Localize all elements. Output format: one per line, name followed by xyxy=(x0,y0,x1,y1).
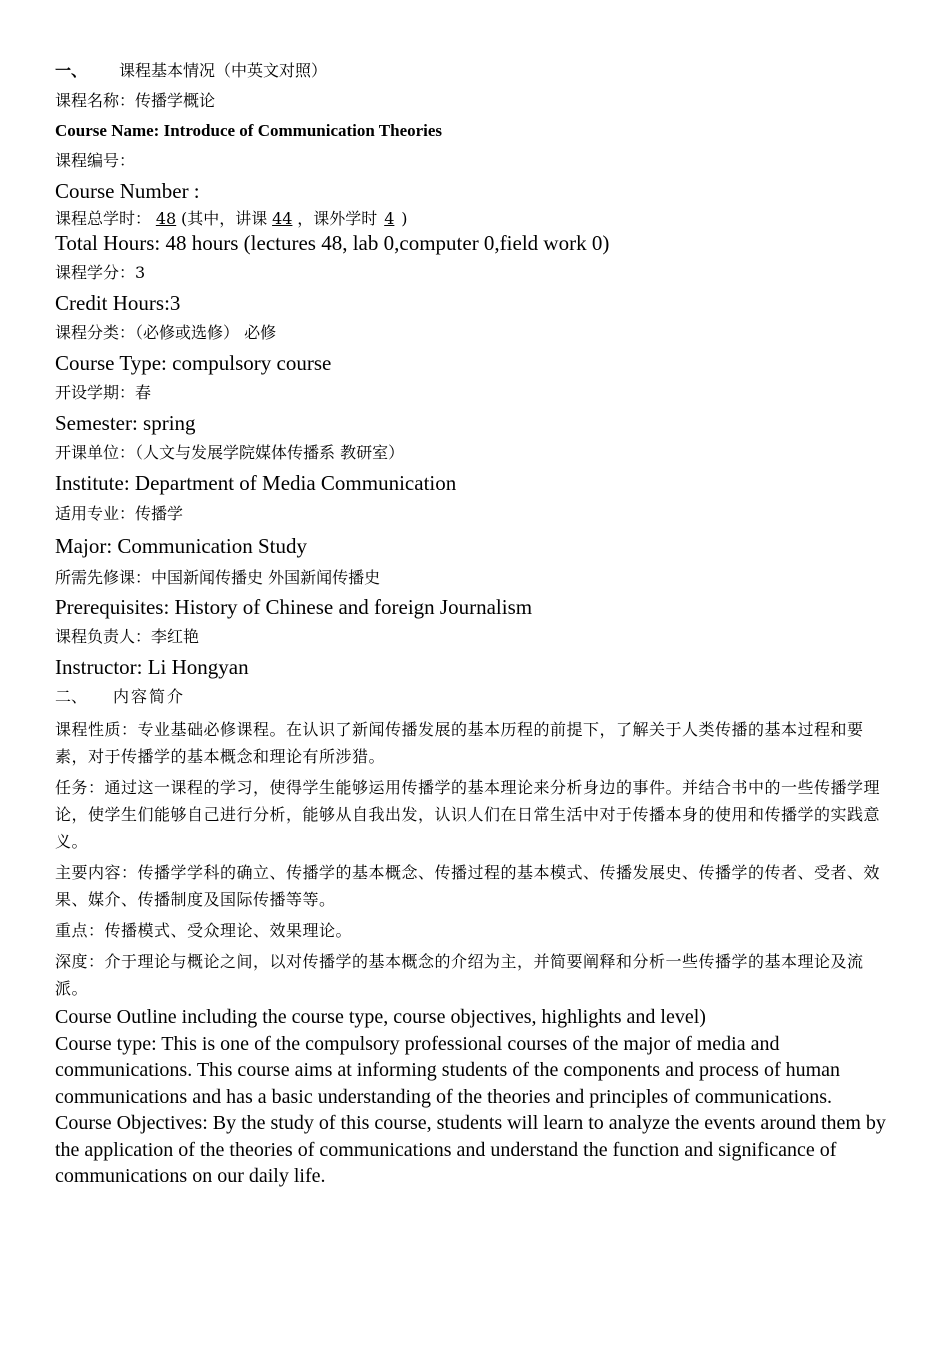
lecture-hours-value: 44 xyxy=(272,209,293,228)
instructor-zh: 课程负责人：李红艳 xyxy=(55,627,200,646)
instructor-en: Instructor: Li Hongyan xyxy=(55,655,249,679)
section-2-title: 内容简介 xyxy=(113,687,186,706)
section-2-marker: 二、 xyxy=(55,687,88,706)
prerequisites-en: Prerequisites: History of Chinese and foreign Journalism xyxy=(55,595,533,619)
section-1-marker: 一、 xyxy=(55,61,88,80)
paragraph-task: 任务：通过这一课程的学习，使得学生能够运用传播学的基本理论来分析身边的事件。并结合书中的一些传播学理论，使学生们能够自己进行分析，能够从自我出发，认识人们在日常生活中对于传播本身的使用和传播学的实践意义。 xyxy=(55,778,881,851)
section-1-title: 课程基本情况（中英文对照） xyxy=(119,61,328,80)
section-1-heading xyxy=(55,56,895,86)
course-number-en: Course Number : xyxy=(55,179,200,203)
major-zh: 适用专业：传播学 xyxy=(55,504,184,523)
course-type-en: Course Type: compulsory course xyxy=(55,351,332,375)
total-hours-mid1: (其中，讲课 xyxy=(181,209,268,228)
paragraph-main-content: 主要内容：传播学学科的确立、传播学的基本概念、传播过程的基本模式、传播发展史、传播学的传者、受者、效果、媒介、传播制度及国际传播等等。 xyxy=(55,863,881,909)
paragraph-depth: 深度：介于理论与概论之间，以对传播学的基本概念的介绍为主，并简要阐释和分析一些传播学的基本理论及流派。 xyxy=(55,952,864,998)
section-2-heading xyxy=(55,682,895,712)
course-outline-en: Course Outline including the course type, course objectives, highlights and level) xyxy=(55,1006,706,1028)
course-name-zh: 课程名称：传播学概论 xyxy=(55,91,216,110)
total-hours-suffix: ) xyxy=(401,209,408,228)
total-hours-prefix: 课程总学时： xyxy=(55,209,152,228)
paragraph-course-nature: 课程性质：专业基础必修课程。在认识了新闻传播发展的基本历程的前提下，了解关于人类传播的基本过程和要素，对于传播学的基本概念和理论有所涉猎。 xyxy=(55,720,864,766)
institute-en: Institute: Department of Media Communication xyxy=(55,471,457,495)
course-name-en: Course Name: Introduce of Communication Theories xyxy=(55,121,443,140)
semester-zh: 开设学期：春 xyxy=(55,383,152,402)
extra-hours-value: 4 xyxy=(384,209,395,228)
major-en: Major: Communication Study xyxy=(55,534,307,558)
course-number-zh: 课程编号： xyxy=(55,151,136,170)
credit-zh: 课程学分：3 xyxy=(55,263,146,282)
credit-en: Credit Hours:3 xyxy=(55,291,181,315)
course-type-zh: 课程分类：（必修或选修） 必修 xyxy=(55,323,277,342)
total-hours-en: Total Hours: 48 hours (lectures 48, lab 0,computer 0,field work 0) xyxy=(55,231,610,255)
document-page xyxy=(55,56,895,1190)
course-type-description-en: Course type: This is one of the compulsory professional courses of the major of media and communications. This course aims at informing students of the components and process of human communications and has a basic understanding of the theories and principles of communications. xyxy=(55,1032,841,1108)
institute-zh: 开课单位：（人文与发展学院媒体传播系 教研室） xyxy=(55,443,405,462)
course-objectives-en: Course Objectives: By the study of this course, students will learn to analyze the events around them by the application of the theories of communications and understand the function and significance of communications on our daily life. xyxy=(55,1112,886,1187)
total-hours-mid2: ，课外学时 xyxy=(297,209,378,228)
prerequisites-zh: 所需先修课：中国新闻传播史 外国新闻传播史 xyxy=(55,568,381,587)
paragraph-focus: 重点：传播模式、受众理论、效果理论。 xyxy=(55,921,353,940)
total-hours-zh xyxy=(55,206,895,228)
semester-en: Semester: spring xyxy=(55,411,196,435)
total-hours-value: 48 xyxy=(155,209,177,228)
